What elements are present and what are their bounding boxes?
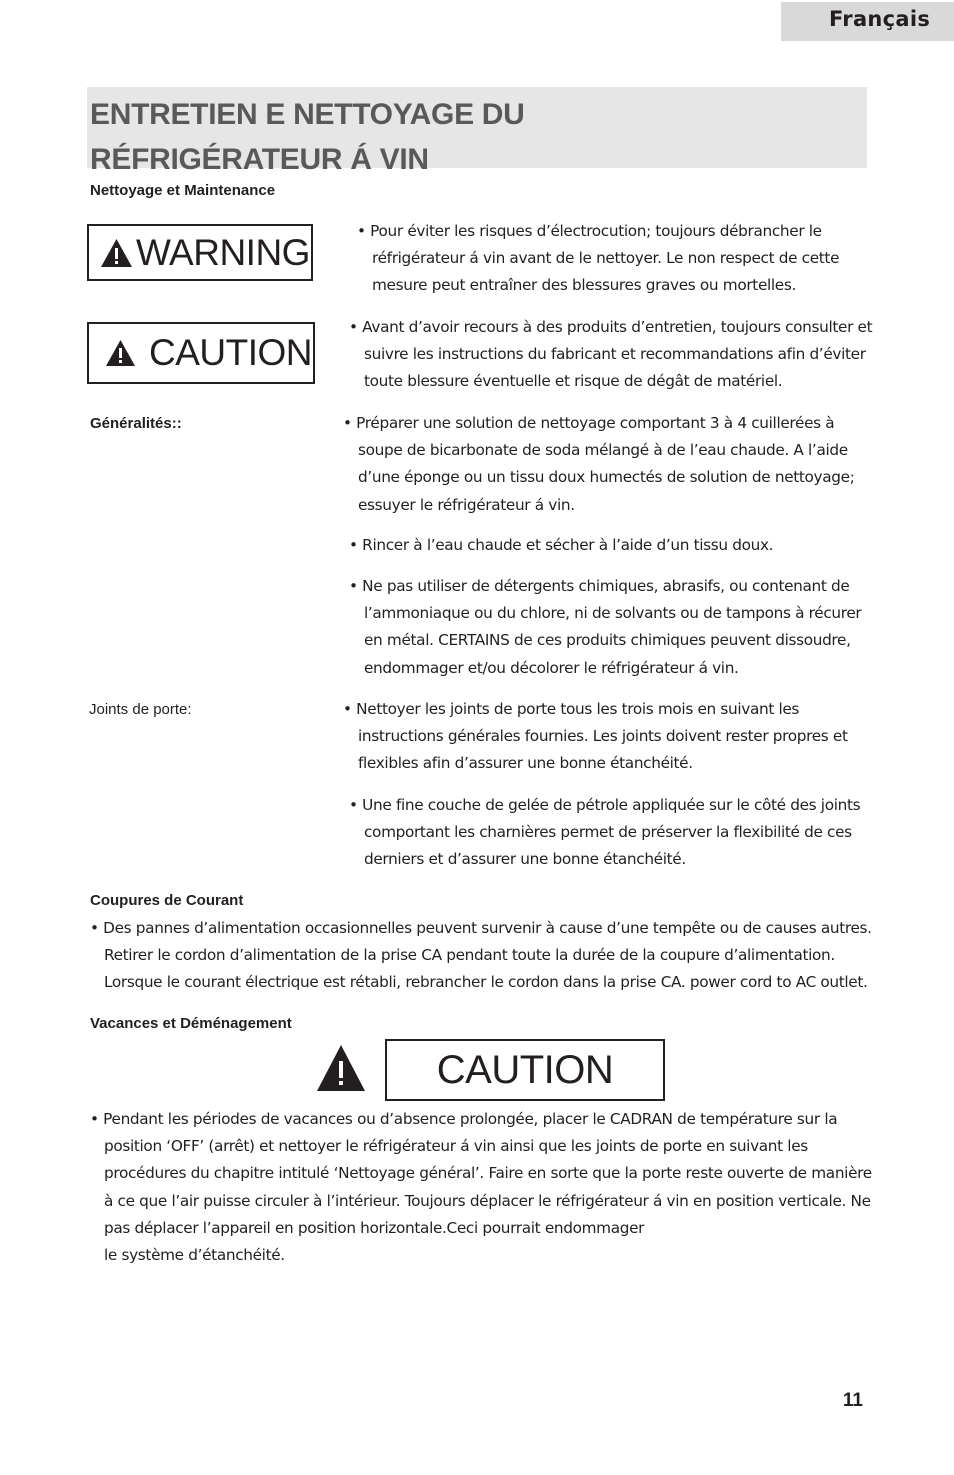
vacation-paragraph: • Pendant les périodes de vacances ou d’absence prolongée, placer le CADRAN de température sur la position ‘OFF’ (arrêt) et nettoyer le réfrigérateur á vin ainsi que les joints de porte en suivant les procédures du chapitre intitulé ‘Nettoyage général’. Faire en sorte que la porte reste ouverte de manière à ce que l’air puisse circuler à l’intérieur. Toujours déplacer le réfrigérateur á vin en position verticale. Ne pas déplacer l’appareil en position horizontale.Ceci pourrait endommager bbox=[90, 1110, 872, 1237]
list-item: • Préparer une solution de nettoyage comportant 3 à 4 cuillerées à soupe de bicarbonate de soda mélangé à de l’eau chaude. A l’aide d’une éponge ou un tissu doux humectés de solution de nettoyage; essuyer le réfrigérateur á vin. bbox=[343, 414, 855, 514]
list-item: • Rincer à l’eau chaude et sécher à l’aide d’un tissu doux. bbox=[349, 536, 774, 554]
general-label: Généralités:: bbox=[90, 415, 182, 432]
power-paragraph: • Des pannes d’alimentation occasionnelles peuvent survenir à cause d’une tempête ou de causes autres. Retirer le cordon d’alimentation de la prise CA pendant toute la durée de la coupure d’alimentation. Lorsque le courant électrique est rétabli, rebrancher le cordon dans la prise CA. power cord to AC outlet. bbox=[90, 919, 872, 992]
warning-triangle-icon bbox=[100, 238, 133, 268]
section-heading-cleaning: Nettoyage et Maintenance bbox=[90, 182, 276, 199]
caution-box bbox=[87, 322, 315, 384]
warning-triangle-icon bbox=[105, 339, 136, 367]
vacation-caution-label: CAUTION bbox=[436, 1047, 614, 1092]
warning-box bbox=[87, 224, 313, 281]
warning-triangle-icon bbox=[316, 1044, 366, 1092]
page-title bbox=[90, 92, 525, 182]
list-item: • Nettoyer les joints de porte tous les trois mois en suivant les instructions générales fournies. Les joints doivent rester propres et flexibles afin d’assurer une bonne étanchéité. bbox=[343, 700, 848, 773]
warning-paragraph: • Pour éviter les risques d’électrocution; toujours débrancher le réfrigérateur á vin avant de le nettoyer. Le non respect de cette mesure peut entraîner des blessures graves ou mortelles. bbox=[357, 222, 840, 295]
list-item: • Ne pas utiliser de détergents chimiques, abrasifs, ou contenant de l’ammoniaque ou du chlore, ni de solvants ou de tampons à récurer en métal. CERTAINS de ces produits chimiques peuvent dissoudre, endommager et/ou décolorer le réfrigérateur á vin. bbox=[349, 577, 862, 677]
vacation-caution-box bbox=[385, 1039, 665, 1101]
vacation-paragraph-tail: le système d’étanchéité. bbox=[104, 1246, 285, 1264]
section-heading-power: Coupures de Courant bbox=[90, 892, 244, 909]
list-item: • Une fine couche de gelée de pétrole appliquée sur le côté des joints comportant les charnières permet de préserver la flexibilité de ces derniers et d’assurer une bonne étanchéité. bbox=[349, 796, 861, 869]
section-heading-vacation: Vacances et Déménagement bbox=[90, 1015, 292, 1032]
title-line-2: RÉFRIGÉRATEUR Á VIN bbox=[90, 143, 429, 176]
caution-paragraph: • Avant d’avoir recours à des produits d’entretien, toujours consulter et suivre les instructions du fabricant et recommandations afin d’éviter toute blessure éventuelle et risque de dégât de matériel. bbox=[349, 318, 873, 391]
gaskets-label: Joints de porte: bbox=[89, 701, 192, 718]
language-tab: Français bbox=[781, 2, 954, 41]
page-number: 11 bbox=[842, 1390, 863, 1411]
title-line-1: ENTRETIEN E NETTOYAGE DU bbox=[90, 98, 525, 131]
warning-label: WARNING bbox=[136, 231, 310, 273]
caution-label: CAUTION bbox=[149, 332, 312, 373]
